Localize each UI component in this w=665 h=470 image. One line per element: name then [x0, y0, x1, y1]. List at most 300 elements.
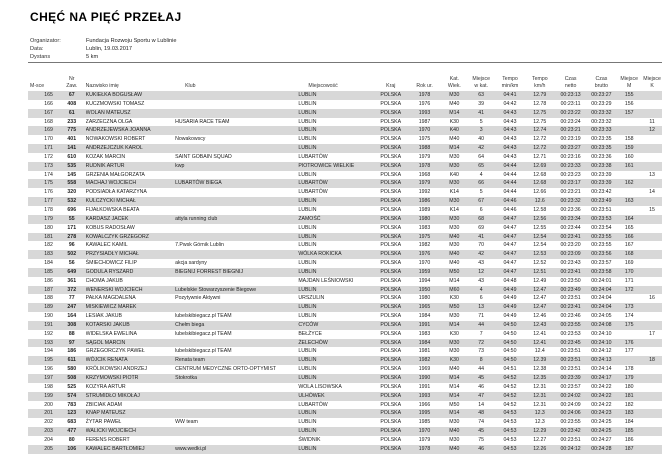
cell: 04:47 [503, 242, 517, 249]
cell: 00:24:22 [591, 392, 612, 399]
cell: 00:23:39 [560, 375, 581, 381]
cell: 04:49 [503, 295, 517, 302]
cell: 00:23:55 [591, 242, 612, 249]
cell: GODULA RYSZARD [85, 268, 134, 275]
cell: URSZULIN [298, 295, 325, 302]
cell [616, 206, 642, 215]
cell [642, 409, 662, 418]
cell [642, 321, 662, 330]
cell: LUBLIN [298, 428, 317, 435]
table-row [28, 445, 662, 454]
cell: PODSIADŁA KATARZYNA [85, 189, 147, 196]
cell: 189 [44, 304, 53, 311]
cell: M14 [449, 145, 460, 152]
cell [616, 356, 642, 365]
cell: 180 [44, 224, 53, 231]
cell: 12.66 [533, 189, 547, 196]
cell: LUBLIN [298, 357, 317, 364]
cell: 1950 [418, 286, 431, 293]
meta-organizer [30, 37, 176, 45]
organizer-label: Organizator: [30, 38, 61, 44]
cell: LUBLIN [298, 206, 317, 213]
cell: 00:23:29 [591, 100, 612, 107]
cell: 17 [649, 330, 655, 337]
cell: M14 [449, 109, 460, 116]
cell: 1975 [418, 136, 431, 143]
cell: LESIAK JAKUB [85, 313, 122, 320]
cell: 190 [44, 313, 53, 320]
cell: 04:48 [503, 277, 517, 284]
cell: 1984 [418, 313, 431, 320]
cell: M40 [449, 136, 460, 143]
cell: LUBLIN [298, 127, 317, 134]
cell: 00:23:23 [560, 171, 581, 178]
cell: M40 [449, 260, 460, 267]
cell [173, 277, 296, 286]
cell: 696 [67, 206, 77, 213]
cell: 00:23:51 [560, 436, 581, 443]
cell: 1978 [418, 445, 431, 452]
cell: 66 [478, 180, 485, 187]
cell: 04:44 [503, 180, 517, 187]
cell [173, 144, 296, 153]
cell: 145 [67, 171, 77, 178]
cell: 200 [44, 401, 53, 408]
cell: M40 [449, 366, 460, 373]
cell: 00:23:36 [591, 153, 612, 160]
cell: 1991 [418, 321, 431, 328]
date-label: Data: [30, 46, 44, 52]
cell: 308 [67, 321, 77, 328]
table-row [28, 418, 662, 427]
cell: POLSKA [380, 313, 402, 320]
cell: LUBLIN [298, 171, 317, 178]
cell: 176 [44, 189, 53, 196]
cell: WOLA LISOWSKA [298, 383, 342, 390]
cell: 04:50 [503, 339, 517, 346]
cell: 04:43 [503, 118, 517, 125]
cell: 525 [67, 383, 77, 390]
cell: POLSKA [380, 224, 402, 231]
cell: 156 [624, 100, 634, 107]
cell: 12 [478, 268, 485, 275]
cell: 1983 [418, 330, 431, 337]
cell: 158 [624, 136, 634, 143]
cell: 12.52 [533, 260, 547, 267]
cell: 320 [67, 189, 77, 196]
cell: 196 [44, 366, 53, 373]
cell: 12.31 [533, 401, 547, 408]
cell [173, 171, 296, 180]
cell: 5 [479, 189, 483, 196]
cell: LUBLIN [298, 286, 317, 293]
cell: 00:23:09 [560, 251, 581, 258]
cell: MISKIEWICZ MAREK [85, 304, 137, 311]
cell: 97 [68, 339, 75, 346]
cell: 04:46 [503, 206, 517, 213]
cell: POLSKA [380, 392, 402, 399]
cell: 186 [44, 277, 53, 284]
cell [642, 374, 662, 383]
cell [642, 347, 662, 356]
cell: POLSKA [380, 348, 402, 355]
cell: 141 [67, 145, 77, 152]
cell: 177 [44, 198, 53, 205]
cell: 12.47 [533, 295, 547, 302]
cell: POLSKA [380, 109, 402, 116]
cell: 00:24:02 [560, 392, 581, 399]
cell: 00:23:33 [591, 127, 612, 134]
cell: ŚMIECHOWICZ FILIP [85, 260, 137, 267]
cell: 04:52 [503, 375, 517, 381]
cell: lubelskibiegacz.pl TEAM [175, 348, 232, 355]
cell: 683 [67, 419, 77, 426]
cell [642, 312, 662, 321]
cell: M40 [449, 251, 460, 258]
cell: 170 [624, 268, 634, 275]
cell: 69 [478, 224, 485, 231]
cell: 12.35 [533, 375, 547, 381]
cell: 11 [649, 118, 655, 125]
cell: 193 [44, 339, 53, 346]
cell: POLSKA [380, 445, 402, 452]
cell: 46 [478, 383, 485, 390]
cell: 1970 [418, 127, 431, 134]
cell: POLSKA [380, 127, 402, 134]
cell: 1989 [418, 206, 431, 213]
cell: POLSKA [380, 410, 402, 417]
cell: 185 [624, 428, 634, 435]
cell: 12.3 [534, 419, 545, 426]
cell: 00:23:21 [560, 189, 581, 196]
cell: 1994 [418, 277, 431, 284]
date-value: Lublin, 19.03.2017 [86, 46, 133, 52]
cell: 12.54 [533, 233, 547, 240]
cell: 7 [479, 330, 483, 337]
cell: 00:23:32 [560, 198, 581, 205]
cell: K30 [449, 357, 459, 364]
cell: 187 [624, 445, 634, 452]
cell: 00:23:33 [560, 162, 581, 169]
cell [642, 436, 662, 445]
cell: 155 [624, 92, 634, 98]
cell: 04:53 [503, 428, 517, 435]
cell: 00:23:51 [591, 206, 612, 213]
table-row [28, 100, 662, 109]
cell [642, 259, 662, 268]
cell: 1984 [418, 339, 431, 346]
cell [642, 427, 662, 436]
cell: 00:23:39 [591, 180, 612, 187]
cell: 1978 [418, 92, 431, 98]
cell: POLSKA [380, 428, 402, 435]
cell: 1975 [418, 233, 431, 240]
cell: 7.Pwsk Górnik Lublin [175, 242, 224, 249]
cell: 558 [67, 180, 77, 187]
cell: 12.55 [533, 224, 547, 231]
cell: 00:24:22 [591, 401, 612, 408]
table-row [28, 188, 662, 197]
cell: POLSKA [380, 268, 402, 275]
table-row [28, 162, 662, 171]
cell: POLSKA [380, 215, 402, 222]
cell: 00:23:32 [591, 118, 612, 125]
table-row [28, 126, 662, 135]
cell: ŻYTAR PAWEŁ [85, 419, 122, 426]
cell: KAWALEC KAMIL [85, 242, 128, 249]
cell: 00:23:35 [591, 136, 612, 143]
cell [173, 250, 296, 259]
table-row [28, 259, 662, 268]
table-row [28, 109, 662, 118]
cell [642, 250, 662, 259]
column-header: Czas netto [564, 76, 577, 89]
cell: KULCZYCKI MICHAŁ [85, 198, 136, 205]
cell: 61 [68, 109, 75, 116]
cell: 00:23:36 [560, 206, 581, 213]
cell: 12.27 [533, 436, 547, 443]
cell [173, 436, 296, 445]
table-row [28, 91, 662, 100]
cell: 186 [67, 348, 77, 355]
cell: LUBARTÓW [298, 153, 328, 160]
cell: POLSKA [380, 233, 402, 240]
table-row [28, 427, 662, 436]
cell: 00:23:55 [560, 419, 581, 426]
cell: KRZYMOWSKI PIOTR [85, 375, 139, 381]
cell: 171 [67, 224, 77, 231]
cell: POLSKA [380, 171, 402, 178]
cell: 00:23:16 [560, 153, 581, 160]
cell: 00:24:04 [591, 295, 612, 302]
cell: POLSKA [380, 383, 402, 390]
cell: M40 [449, 428, 460, 435]
cell: 00:24:25 [591, 419, 612, 426]
cell: M30 [449, 215, 460, 222]
cell: 00:23:41 [560, 233, 581, 240]
cell: 199 [44, 392, 53, 399]
cell: 12.43 [533, 321, 547, 328]
cell: 00:23:42 [560, 428, 581, 435]
cell: 00:23:55 [560, 321, 581, 328]
cell [173, 383, 296, 392]
cell: 00:23:19 [560, 136, 581, 143]
cell: 1995 [418, 410, 431, 417]
cell: 45 [478, 428, 485, 435]
cell: 170 [44, 136, 53, 143]
cell: 1969 [418, 366, 431, 373]
column-header: M-sce [30, 82, 45, 89]
table-row [28, 374, 662, 383]
cell: 198 [44, 383, 53, 390]
cell: 161 [624, 162, 634, 169]
cell: POLSKA [380, 153, 402, 160]
cell: LUBLIN [298, 198, 317, 205]
cell: 1965 [418, 304, 431, 311]
cell: 04:43 [503, 136, 517, 143]
cell: 00:23:50 [560, 277, 581, 284]
cell: 44 [478, 321, 485, 328]
cell: Pozytywnie Aktywni [175, 295, 221, 302]
cell: 1993 [418, 109, 431, 116]
cell: 202 [44, 419, 53, 426]
cell: 00:23:35 [591, 145, 612, 152]
cell [642, 286, 662, 295]
cell: MAJDAN LEŚNIOWSKI [298, 277, 354, 284]
cell: 408 [67, 100, 77, 107]
cell: 00:23:34 [560, 215, 581, 222]
cell: 1990 [418, 375, 431, 381]
cell: M30 [449, 313, 460, 320]
cell: M30 [449, 242, 460, 249]
cell [616, 294, 642, 303]
cell: 1986 [418, 198, 431, 205]
cell: 12.31 [533, 392, 547, 399]
cell: 00:23:22 [560, 109, 581, 116]
cell: 160 [624, 153, 634, 160]
cell [642, 135, 662, 144]
cell: 188 [44, 295, 53, 302]
cell: MACHAJ WOJCIECH [85, 180, 137, 187]
cell: 278 [67, 233, 77, 240]
cell [642, 241, 662, 250]
cell [642, 365, 662, 374]
cell [616, 171, 642, 180]
cell [173, 206, 296, 215]
cell: 182 [624, 401, 634, 408]
cell: POLSKA [380, 295, 402, 302]
cell: POLSKA [380, 419, 402, 426]
cell: 1987 [418, 118, 431, 125]
cell [642, 215, 662, 224]
cell [616, 330, 642, 339]
cell: 12.75 [533, 109, 547, 116]
cell: K30 [449, 295, 459, 302]
distance-value: 5 km [86, 54, 99, 60]
cell: LUBARTÓW [298, 401, 328, 408]
cell: PIOTROWICE WIELKIE [298, 162, 355, 169]
cell: 12.71 [533, 153, 547, 160]
cell [616, 118, 642, 127]
cell: 12.68 [533, 171, 547, 178]
cell: 64 [478, 153, 485, 160]
cell: 12.6 [534, 198, 545, 205]
cell: POLSKA [380, 242, 402, 249]
cell: 372 [67, 286, 77, 293]
cell: K40 [449, 171, 459, 178]
cell: 172 [44, 153, 53, 160]
cell: M14 [449, 375, 460, 381]
cell: 00:23:58 [591, 268, 612, 275]
cell: 00:24:25 [591, 428, 612, 435]
cell: 12.3 [534, 410, 545, 417]
cell: 12.72 [533, 145, 547, 152]
cell: 43 [478, 277, 485, 284]
cell: 181 [44, 233, 53, 240]
cell: POLSKA [380, 118, 402, 125]
cell: 48 [478, 410, 485, 417]
cell: 04:53 [503, 419, 517, 426]
cell: 67 [68, 92, 75, 98]
distance-label: Dystans [30, 54, 51, 60]
cell: 04:47 [503, 233, 517, 240]
cell: 04:51 [503, 366, 517, 373]
cell: M50 [449, 304, 460, 311]
cell: NOWAKOWSKI ROBERT [85, 136, 146, 143]
table-row [28, 268, 662, 277]
table-row [28, 171, 662, 180]
cell: Chełm biega [175, 321, 205, 328]
cell [173, 224, 296, 233]
cell: 00:24:12 [591, 348, 612, 355]
cell: 12.46 [533, 313, 547, 320]
cell: 00:24:14 [591, 366, 612, 373]
cell: 43 [478, 260, 485, 267]
cell: 168 [44, 118, 53, 125]
cell: www.wedki.pl [175, 445, 207, 452]
cell: POLSKA [380, 357, 402, 364]
cell: KOZAK MARCIN [85, 153, 126, 160]
cell: 00:23:13 [560, 92, 581, 98]
cell: 04:49 [503, 313, 517, 320]
cell: 00:24:10 [591, 339, 612, 346]
cell: 1980 [418, 295, 431, 302]
cell [642, 392, 662, 401]
cell: akcja sardyny [175, 260, 207, 267]
cell: BEŁŻYCE [298, 330, 322, 337]
cell [642, 339, 662, 348]
cell: ULHÓWEK [298, 392, 325, 399]
cell: 04:47 [503, 224, 517, 231]
cell: 00:24:05 [591, 313, 612, 320]
cell [173, 126, 296, 135]
cell: 12.68 [533, 180, 547, 187]
cell: 04:50 [503, 330, 517, 337]
cell: 3 [479, 127, 483, 134]
cell: 04:52 [503, 392, 517, 399]
cell: 1979 [418, 153, 431, 160]
cell: Stokrotka [175, 375, 198, 381]
cell: 04:52 [503, 383, 517, 390]
cell: WENERSKI WOJCIECH [85, 286, 143, 293]
cell: POLSKA [380, 339, 402, 346]
cell: Renata team [175, 357, 205, 364]
cell: ANDRZEJCZUK KAROL [85, 145, 143, 152]
cell: 04:53 [503, 410, 517, 417]
cell: KARDASZ JACEK [85, 215, 129, 222]
table-row [28, 277, 662, 286]
cell: LUBLIN [298, 92, 317, 98]
cell: 159 [624, 145, 634, 152]
cell: 611 [67, 357, 76, 364]
cell: LUBLIN [298, 109, 317, 116]
table-row [28, 250, 662, 259]
cell: 04:49 [503, 304, 517, 311]
cell: 171 [624, 277, 634, 284]
cell: 183 [44, 251, 53, 258]
cell: HUSARIA RACE TEAM [175, 118, 230, 125]
cell: 574 [67, 392, 77, 399]
cell: 00:23:27 [560, 145, 581, 152]
table-row [28, 365, 662, 374]
cell: 00:24:06 [560, 410, 581, 417]
cell: BIEGNIJ FORREST BIEGNIJ [175, 268, 244, 275]
cell: 00:23:38 [591, 162, 612, 169]
cell: 04:43 [503, 145, 517, 152]
meta-date [30, 45, 176, 53]
cell: 1982 [418, 357, 431, 364]
cell: 00:24:01 [591, 277, 612, 284]
